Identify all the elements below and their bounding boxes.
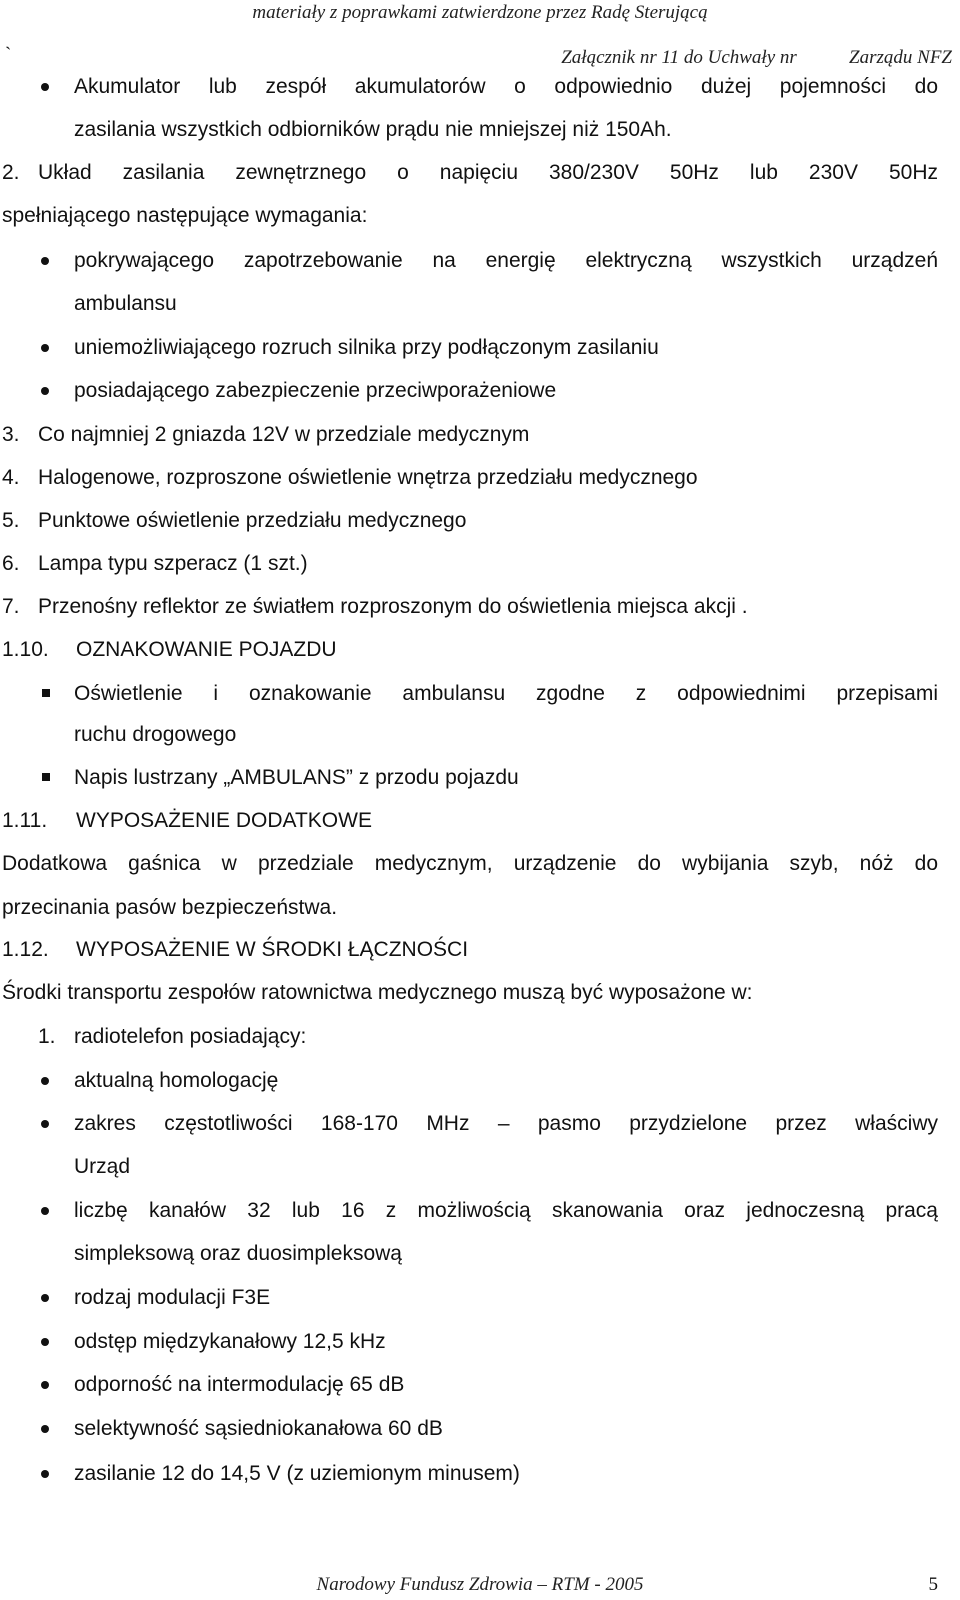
item-text: Halogenowe, rozproszone oświetlenie wnętrza przedziału medycznego xyxy=(38,466,698,489)
list-item-text: ambulansu xyxy=(74,292,177,315)
numbered-item-continuation xyxy=(0,201,960,231)
section-title: WYPOSAŻENIE W ŚRODKI ŁĄCZNOŚCI xyxy=(76,938,469,961)
list-item-text: zasilanie 12 do 14,5 V (z uziemionym minusem) xyxy=(74,1462,520,1485)
bullet-icon xyxy=(41,257,49,265)
paragraph-text: Dodatkowa gaśnica w przedziale medycznym, urządzenie do wybijania szyb, nóż do xyxy=(2,852,938,875)
square-bullet-icon xyxy=(42,773,50,781)
item-number: 2. xyxy=(2,161,20,184)
list-item-continuation xyxy=(0,720,960,750)
header-status-note: materiały z poprawkami zatwierdzone przez Radę Sterującą xyxy=(252,2,708,23)
numbered-item xyxy=(0,420,960,450)
item-text: Przenośny reflektor ze światłem rozproszonym do oświetlenia miejsca akcji . xyxy=(38,595,748,618)
numbered-item xyxy=(0,592,960,622)
list-item xyxy=(0,1414,960,1444)
item-number: 7. xyxy=(2,595,20,618)
bullet-icon xyxy=(41,1470,49,1478)
section-heading xyxy=(0,635,960,665)
numbered-item xyxy=(0,1022,960,1052)
list-item-continuation xyxy=(0,115,960,145)
list-item-text: posiadającego zabezpieczenie przeciwporażeniowe xyxy=(74,379,557,402)
bullet-icon xyxy=(41,387,49,395)
list-item xyxy=(0,72,960,102)
item-number: 3. xyxy=(2,423,20,446)
bullet-icon xyxy=(41,1077,49,1085)
list-item xyxy=(0,333,960,363)
paragraph-text: przecinania pasów bezpieczeństwa. xyxy=(2,896,338,919)
list-item xyxy=(0,246,960,276)
numbered-item xyxy=(0,506,960,536)
list-item-text: zasilania wszystkich odbiorników prądu nie mniejszej niż 150Ah. xyxy=(74,118,672,141)
list-item xyxy=(0,1283,960,1313)
item-number: 6. xyxy=(2,552,20,575)
list-item xyxy=(0,1327,960,1357)
item-number: 1. xyxy=(38,1025,56,1048)
list-item-text: Napis lustrzany „AMBULANS” z przodu pojazdu xyxy=(74,766,519,789)
section-heading xyxy=(0,935,960,965)
bullet-icon xyxy=(41,1120,49,1128)
section-number: 1.12. xyxy=(2,938,49,961)
list-item-text: liczbę kanałów 32 lub 16 z możliwością skanowania oraz jednoczesną pracą xyxy=(74,1199,938,1222)
list-item-text: zakres częstotliwości 168-170 MHz – pasmo przydzielone przez właściwy xyxy=(74,1112,938,1135)
section-number: 1.11. xyxy=(2,809,48,832)
list-item-text: rodzaj modulacji F3E xyxy=(74,1286,271,1309)
bullet-icon xyxy=(41,1381,49,1389)
item-text: spełniającego następujące wymagania: xyxy=(2,204,368,227)
bullet-icon xyxy=(41,1338,49,1346)
item-number: 4. xyxy=(2,466,20,489)
numbered-item xyxy=(0,463,960,493)
item-text: Lampa typu szperacz (1 szt.) xyxy=(38,552,308,575)
paragraph-line xyxy=(0,978,960,1008)
item-text: Układ zasilania zewnętrznego o napięciu 380/230V 50Hz lub 230V 50Hz xyxy=(38,161,938,184)
bullet-icon xyxy=(41,1425,49,1433)
header-attachment-note: Załącznik nr 11 do Uchwały nr Zarządu NFZ xyxy=(561,47,952,68)
header-tick-mark: ` xyxy=(5,44,12,65)
square-bullet-icon xyxy=(42,689,50,697)
list-item-text: odporność na intermodulację 65 dB xyxy=(74,1373,405,1396)
list-item xyxy=(0,376,960,406)
list-item-continuation xyxy=(0,1152,960,1182)
list-item-text: Oświetlenie i oznakowanie ambulansu zgodne z odpowiednimi przepisami xyxy=(74,682,938,705)
bullet-icon xyxy=(41,344,49,352)
list-item-text: Akumulator lub zespół akumulatorów o odpowiednio dużej pojemności do xyxy=(74,75,938,98)
list-item-text: simpleksową oraz duosimpleksową xyxy=(74,1242,402,1265)
paragraph-line xyxy=(0,849,960,879)
list-item xyxy=(0,1109,960,1139)
item-number: 5. xyxy=(2,509,20,532)
list-item-text: selektywność sąsiedniokanałowa 60 dB xyxy=(74,1417,443,1440)
paragraph-text: Środki transportu zespołów ratownictwa medycznego muszą być wyposażone w: xyxy=(2,981,753,1004)
paragraph-line xyxy=(0,893,960,923)
list-item xyxy=(0,1066,960,1096)
bullet-icon xyxy=(41,1294,49,1302)
section-title: OZNAKOWANIE POJAZDU xyxy=(76,638,337,661)
section-title: WYPOSAŻENIE DODATKOWE xyxy=(76,809,372,832)
list-item-text: uniemożliwiającego rozruch silnika przy podłączonym zasilaniu xyxy=(74,336,659,359)
section-heading xyxy=(0,806,960,836)
list-item xyxy=(0,1459,960,1489)
section-number: 1.10. xyxy=(2,638,49,661)
list-item xyxy=(0,763,960,793)
bullet-icon xyxy=(41,83,49,91)
list-item-text: ruchu drogowego xyxy=(74,723,237,746)
bullet-icon xyxy=(41,1207,49,1215)
numbered-item xyxy=(0,549,960,579)
item-text: Co najmniej 2 gniazda 12V w przedziale medycznym xyxy=(38,423,530,446)
list-item-continuation xyxy=(0,1239,960,1269)
list-item xyxy=(0,679,960,709)
list-item-text: pokrywającego zapotrzebowanie na energię elektryczną wszystkich urządzeń xyxy=(74,249,938,272)
item-text: radiotelefon posiadający: xyxy=(74,1025,307,1048)
list-item xyxy=(0,1370,960,1400)
list-item-continuation xyxy=(0,289,960,319)
list-item-text: odstęp międzykanałowy 12,5 kHz xyxy=(74,1330,386,1353)
list-item xyxy=(0,1196,960,1226)
list-item-text: Urząd xyxy=(74,1155,131,1178)
numbered-item xyxy=(0,158,960,188)
page-number: 5 xyxy=(928,1574,938,1595)
footer-text: Narodowy Fundusz Zdrowia – RTM - 2005 xyxy=(316,1574,644,1595)
item-text: Punktowe oświetlenie przedziału medycznego xyxy=(38,509,467,532)
list-item-text: aktualną homologację xyxy=(74,1069,279,1092)
